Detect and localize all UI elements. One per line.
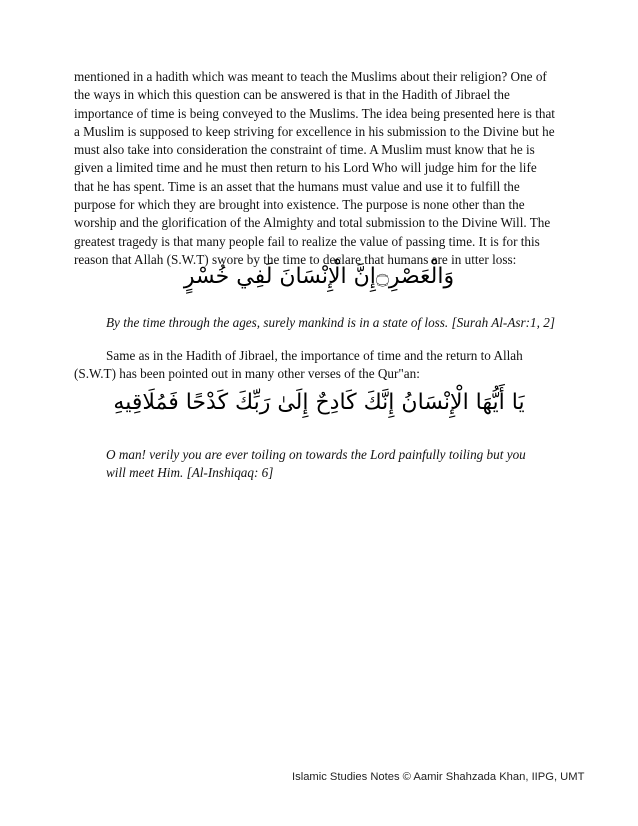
body-paragraph: mentioned in a hadith which was meant to teach the Muslims about their religion? One of the ways in which this question can be answered is that in the Hadith of Jibrael the importance of time is being conveyed to the Muslims. The idea being presented here is that a Muslim is supposed to keep striving for excellence in his submission to the Divine but he must also take into consideration the constraint of time. A Muslim must know that he is given a limited time and he must then return to his Lord Who will judge him for the life that he has spent. Time is an asset that the humans must value and use it to fulfill the purpose for which they are brought into existence. The purpose is none other than the worship and the glorification of the Almighty and total submission to the Divine Will. The greatest tragedy is that many people fail to realize the value of passing time. It is for this reason that Allah (S.W.T) swore by the time to declare that humans are in utter loss:	[74, 69, 555, 267]
verse-translation-inshiqaq: O man! verily you are ever toiling on towards the Lord painfully toiling but you will meet Him. [Al-Inshiqaq: 6]	[106, 447, 526, 481]
arabic-verse-inshiqaq: يَا أَيُّهَا الْإِنْسَانُ إِنَّكَ كَادِحٌ إِلَىٰ رَبِّكَ كَدْحًا فَمُلَاقِيهِ	[113, 390, 525, 415]
arabic-verse-asr: وَالْعَصْرِ۝إِنَّ الْإِنْسَانَ لَفِي خُسْرٍ	[183, 264, 455, 289]
verse-translation-asr: By the time through the ages, surely mankind is in a state of loss. [Surah Al-Asr:1, 2]	[106, 315, 555, 330]
page-footer: Islamic Studies Notes © Aamir Shahzada Khan, IIPG, UMT	[292, 771, 585, 783]
second-paragraph: Same as in the Hadith of Jibrael, the importance of time and the return to Allah (S.W.T) has been pointed out in many other verses of the Qur"an:	[74, 348, 523, 382]
